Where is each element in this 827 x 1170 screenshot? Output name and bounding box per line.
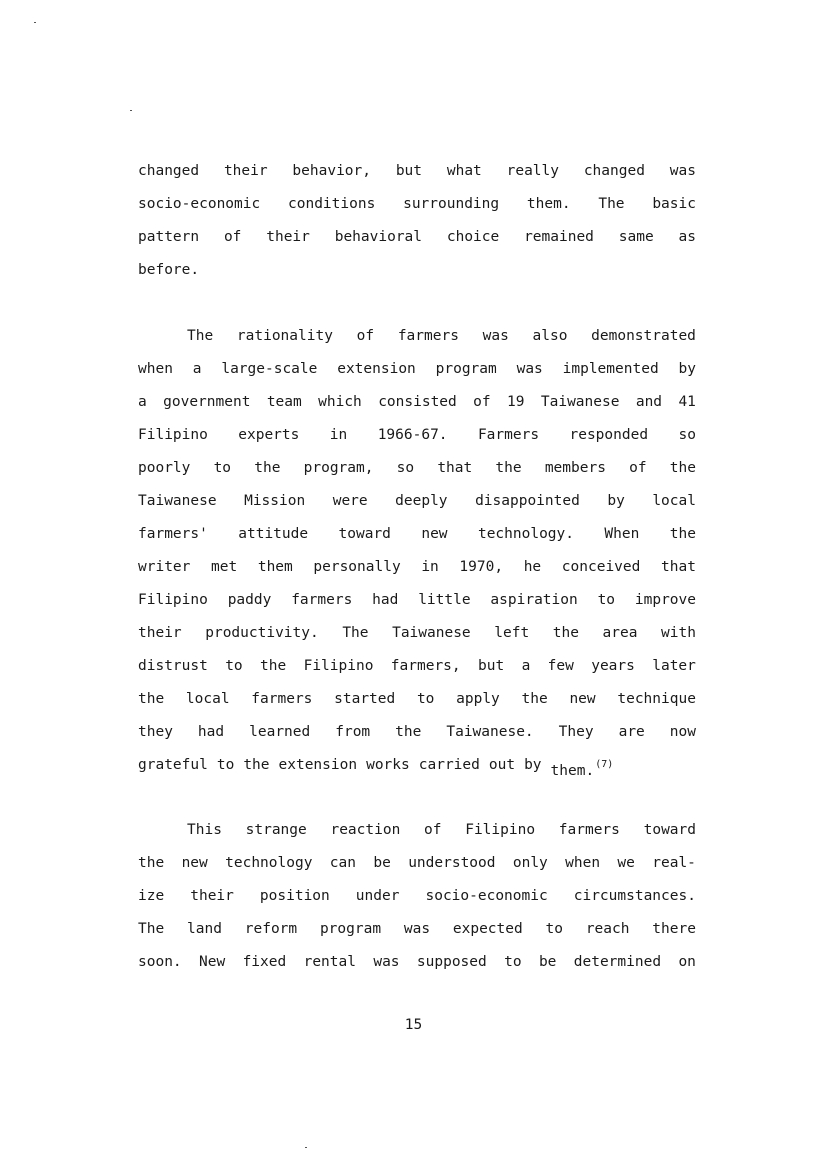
text-line: poorly to the program, so that the members of the — [138, 460, 696, 476]
text-line: their productivity. The Taiwanese left the area with — [138, 625, 696, 641]
footnote-reference: (7) — [595, 759, 614, 770]
text-line: socio-economic conditions surrounding them. The basic — [138, 196, 696, 212]
text-line: Filipino experts in 1966-67. Farmers responded so — [138, 427, 696, 443]
text-line: the new technology can be understood only when we real- — [138, 855, 696, 871]
page-number: 15 — [404, 1017, 423, 1033]
text-line: ize their position under socio-economic circumstances. — [138, 888, 696, 904]
text-line: soon. New fixed rental was supposed to be determined on — [138, 954, 696, 970]
text-line: when a large-scale extension program was implemented by — [138, 361, 696, 377]
text-line: the local farmers started to apply the new technique — [138, 691, 696, 707]
text-line: grateful to the extension works carried out by them.$^{(7)}$ — [138, 757, 614, 779]
scan-speck — [305, 1147, 307, 1148]
text-line: changed their behavior, but what really changed was — [138, 163, 696, 179]
text-line: before. — [138, 262, 200, 278]
text-line: pattern of their behavioral choice remained same as — [138, 229, 696, 245]
text-line: Filipino paddy farmers had little aspiration to improve — [138, 592, 696, 608]
text-line: writer met them personally in 1970, he conceived that — [138, 559, 696, 575]
text-line: distrust to the Filipino farmers, but a few years later — [138, 658, 696, 674]
text-line: Taiwanese Mission were deeply disappointed by local — [138, 493, 696, 509]
text-line: The rationality of farmers was also demonstrated — [187, 328, 696, 344]
text-line: they had learned from the Taiwanese. They are now — [138, 724, 696, 740]
text-line: farmers' attitude toward new technology. When the — [138, 526, 696, 542]
text-line: The land reform program was expected to reach there — [138, 921, 696, 937]
text-line: This strange reaction of Filipino farmers toward — [187, 822, 696, 838]
scan-speck — [34, 22, 36, 23]
text-line: a government team which consisted of 19 Taiwanese and 41 — [138, 394, 696, 410]
scan-speck — [130, 110, 132, 111]
